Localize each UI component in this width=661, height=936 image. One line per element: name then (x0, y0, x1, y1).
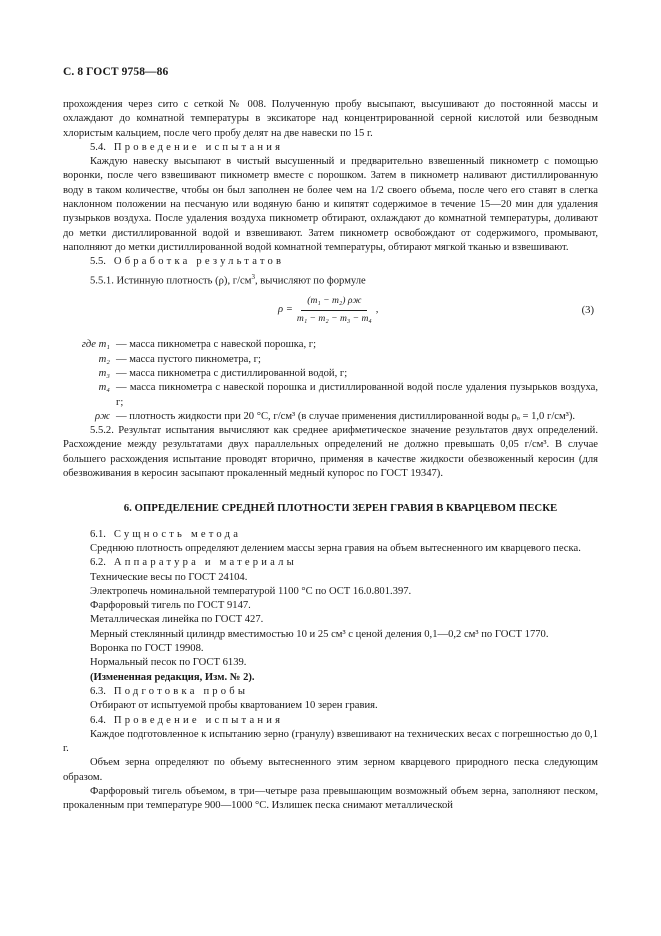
heading-5-4-title: Проведение испытания (113, 141, 284, 153)
paragraph-6-4-b: Объем зерна определяют по объему вытесненного этим зерном кварцевого природного песка следующим образом. (63, 757, 598, 783)
definition-text: — масса пустого пикнометра, г; (116, 353, 261, 365)
formula-expression (278, 294, 378, 326)
heading-6-2-number: 6.2. (90, 557, 106, 569)
heading-6-4-title: Проведение испытания (113, 714, 284, 726)
heading-6-3-title: Подготовка пробы (113, 685, 249, 697)
formula-numerator: (m₁ − m₂) ρж (301, 294, 367, 310)
heading-5-5-number: 5.5. (90, 256, 106, 268)
equation-number: (3) (581, 305, 594, 317)
paragraph-6-3: Отбирают от испытуемой пробы квартованием 10 зерен гравия. (90, 700, 378, 712)
heading-5-4-number: 5.4. (90, 141, 106, 153)
list-item-cylinder: Мерный стеклянный цилиндр вместимостью 10 и 25 см³ с ценой деления 0,1—0,2 см³ по ГОСТ 1770. (90, 628, 549, 640)
list-item-furnace: Электропечь номинальной температурой 1100 °С по ОСТ 16.0.801.397. (90, 585, 412, 597)
page-header: С. 8 ГОСТ 9758—86 (63, 66, 169, 78)
definition-row (63, 410, 598, 424)
formula-fraction (297, 294, 372, 326)
heading-5-5 (63, 255, 598, 269)
formula-denominator: m₁ − m₂ − m₃ − m₄ (296, 312, 372, 324)
definition-symbol: m₃ (98, 367, 110, 379)
definition-row (63, 381, 598, 410)
heading-6-4-number: 6.4. (90, 714, 106, 726)
document-body (63, 98, 598, 814)
definition-symbol: где m₁ (81, 339, 110, 351)
heading-5-5-title: Обработка результатов (113, 256, 285, 268)
heading-6-3-number: 6.3. (90, 685, 106, 697)
superscript-3: 3 (251, 272, 255, 281)
definition-symbol: m₄ (98, 382, 110, 394)
paragraph-6-4-a: Каждое подготовленное к испытанию зерно (гранулу) взвешивают на технических весах с погрешностью до 0,1 г. (63, 728, 598, 755)
paragraph-6-4-c: Фарфоровый тигель объемом, в три—четыре раза превышающим возможный объем зерна, заполняют песком, прокаленным при температуре 900—1000 °С. Излишек песка снимают металлической (63, 786, 598, 812)
definition-row (63, 353, 598, 367)
heading-5-4 (63, 141, 598, 155)
section-6-title: 6. ОПРЕДЕЛЕНИЕ СРЕДНЕЙ ПЛОТНОСТИ ЗЕРЕН ГРАВИЯ В КВАРЦЕВОМ ПЕСКЕ (123, 502, 558, 515)
variable-definitions (63, 338, 598, 424)
heading-6-3 (63, 685, 598, 699)
heading-6-1-number: 6.1. (90, 528, 106, 540)
definition-text: — масса пикнометра с дистиллированной водой, г; (116, 367, 348, 379)
paragraph-5-5-1-tail: , вычисляют по формуле (254, 275, 366, 287)
paragraph-5-5-1 (63, 270, 598, 289)
list-item-ruler: Металлическая линейка по ГОСТ 427. (90, 614, 264, 626)
definition-row (63, 367, 598, 381)
formula-tail: , (375, 304, 379, 316)
definition-text: — масса пикнометра с навеской порошка, г; (116, 339, 317, 351)
paragraph-intro: прохождения через сито с сеткой № 008. Полученную пробу высыпают, высушивают до постоянной массы и охлаждают до комнатной температуры в эксикаторе над концентрированной серной кислотой или безводным хлористым кальцием, после чего пробу делят на две навески по 15 г. (63, 99, 598, 139)
formula-lhs: ρ = (278, 304, 293, 316)
heading-6-4 (63, 714, 598, 728)
definition-symbol: m₂ (98, 353, 110, 365)
definition-symbol: ρж (95, 410, 110, 422)
edit-note: (Измененная редакция, Изм. № 2). (90, 671, 255, 683)
list-item-crucible: Фарфоровый тигель по ГОСТ 9147. (90, 600, 251, 612)
heading-6-1 (63, 528, 598, 542)
list-item-funnel: Воронка по ГОСТ 19908. (90, 643, 204, 655)
definition-row (63, 338, 598, 352)
list-item-sand: Нормальный песок по ГОСТ 6139. (90, 657, 247, 669)
paragraph-5-5-1-text: 5.5.1. Истинную плотность (ρ), г/см (90, 275, 252, 287)
paragraph-5-5-2: 5.5.2. Результат испытания вычисляют как среднее арифметическое значение результатов двух определений. Расхождение между результатами двух параллельных определений не должно превышать 0,05 г/см³. В случае большего расхождения испытание проводят вторично, применяя в качестве жидкости обезвоженный керосин (для обезвоживания в керосин засыпают прокаленный медный купорос по ГОСТ 19347). (63, 425, 598, 480)
paragraph-6-1: Среднюю плотность определяют делением массы зерна гравия на объем вытесненного им кварцевого песка. (90, 542, 581, 554)
heading-6-2-title: Аппаратура и материалы (113, 557, 297, 569)
list-item-scales: Технические весы по ГОСТ 24104. (90, 571, 248, 583)
definition-text: — плотность жидкости при 20 °С, г/см³ (в случае применения дистиллированной воды ρₒ = 1,0 г/см³). (116, 410, 576, 422)
paragraph-5-4: Каждую навеску высыпают в чистый высушенный и предварительно взвешенный пикнометр с помощью воронки, после чего взвешивают пикнометр вместе с порошком. Затем в пикнометр наливают дистиллированную воду в таком количестве, чтобы он был заполнен не более чем на 1/2 своего объема, после чего его ставят в слегка наклонном положении на песчаную или водяную баню и кипятят содержимое в течение 15—20 мин для удаления пузырьков воздуха. После удаления воздуха пикнометр обтирают, охлаждают до комнатной температуры, доливают до метки дистиллированной водой и взвешивают. Затем пикнометр освобождают от содержимого, промывают, наполняют до метки дистиллированной водой комнатной температуры, обтирают мягкой тканью и взвешивают. (63, 156, 598, 253)
formula-3 (63, 292, 598, 332)
heading-6-1-title: Сущность метода (113, 528, 242, 540)
definition-text: — масса пикнометра с навеской порошка и дистиллированной водой после удаления пузырьков воздуха, г; (116, 382, 598, 408)
heading-6-2 (63, 556, 598, 570)
